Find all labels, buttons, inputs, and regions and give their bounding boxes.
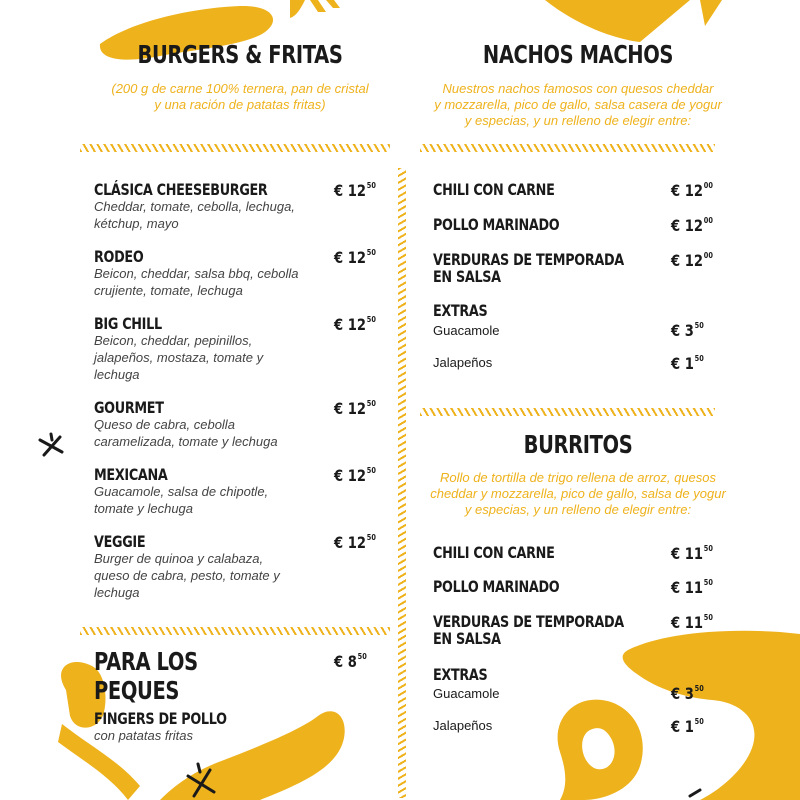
price-main: € 8 — [334, 652, 357, 671]
price-cents: 00 — [703, 251, 713, 260]
item-name-line-2: EN SALSA — [433, 629, 501, 648]
menu-item — [433, 251, 672, 285]
extras-heading: EXTRAS — [433, 301, 488, 320]
item-price — [334, 248, 376, 267]
price-main: € 12 — [671, 251, 703, 270]
item-price — [334, 181, 376, 200]
item-description: Queso de cabra, cebolla caramelizada, tomate y lechuga — [94, 417, 278, 449]
item-price — [671, 181, 713, 200]
price-main: € 3 — [671, 684, 694, 703]
item-description: con patatas fritas — [94, 728, 193, 743]
menu-item — [94, 248, 304, 299]
item-name: CHILI CON CARNE — [433, 543, 555, 562]
price-main: € 12 — [334, 315, 366, 334]
burritos-desc-line-3: y especias, y un relleno de elegir entre: — [464, 502, 692, 517]
burritos-desc-line-2: cheddar y mozzarella, pico de gallo, salsa de yogur — [430, 486, 726, 501]
nachos-desc-line-1: Nuestros nachos famosos con quesos cheddar — [442, 81, 714, 96]
price-main: € 1 — [671, 354, 694, 373]
menu-item — [94, 710, 314, 744]
divider-burritos — [420, 408, 715, 416]
price-cents: 50 — [694, 321, 704, 330]
menu-item — [433, 578, 591, 595]
price-main: € 3 — [671, 321, 694, 340]
nachos-title: NACHOS MACHOS — [482, 40, 674, 69]
item-name: POLLO MARINADO — [433, 577, 560, 596]
item-name: VEGGIE — [94, 532, 146, 551]
price-cents: 50 — [703, 544, 713, 553]
price-cents: 50 — [703, 578, 713, 587]
price-main: € 11 — [671, 578, 703, 597]
item-price — [334, 466, 376, 485]
item-name: BIG CHILL — [94, 314, 162, 333]
item-price — [671, 578, 713, 597]
price-main: € 12 — [334, 533, 366, 552]
item-price — [671, 216, 713, 235]
menu-item — [94, 315, 279, 383]
price-cents: 50 — [703, 613, 713, 622]
price-cents: 00 — [703, 216, 713, 225]
price-cents: 50 — [366, 466, 376, 475]
item-name-line-1: VERDURAS DE TEMPORADA — [433, 250, 624, 269]
divider-top-right — [420, 144, 715, 152]
price-main: € 11 — [671, 613, 703, 632]
price-cents: 50 — [694, 354, 704, 363]
item-name-line-2: EN SALSA — [433, 267, 501, 286]
burritos-desc-line-1: Rollo de tortilla de trigo rellena de arroz, quesos — [439, 470, 717, 485]
price-cents: 50 — [366, 181, 376, 190]
divider-peques — [80, 627, 390, 635]
burritos-description — [410, 470, 746, 518]
item-name: GOURMET — [94, 398, 164, 417]
price-main: € 12 — [334, 248, 366, 267]
item-name-line-1: VERDURAS DE TEMPORADA — [433, 612, 624, 631]
burgers-description — [80, 81, 400, 113]
nachos-description — [410, 81, 746, 129]
price-main: € 12 — [671, 181, 703, 200]
extras-heading: EXTRAS — [433, 665, 488, 684]
extra-price — [671, 354, 704, 373]
price-cents: 50 — [366, 533, 376, 542]
item-description: Guacamole, salsa de chipotle, tomate y lechuga — [94, 484, 269, 516]
item-price — [334, 533, 376, 552]
item-name: CLÁSICA CHEESEBURGER — [94, 180, 268, 199]
menu-item — [433, 216, 591, 233]
menu-item — [94, 533, 299, 601]
item-price — [334, 399, 376, 418]
item-description: Beicon, cheddar, pepinillos, jalapeños, mostaza, tomate y lechuga — [94, 333, 264, 382]
price-cents: 00 — [703, 181, 713, 190]
item-price — [671, 613, 713, 632]
item-description: Beicon, cheddar, salsa bbq, cebolla crujiente, tomate, lechuga — [94, 266, 299, 298]
extra-price — [671, 684, 704, 703]
menu-item — [433, 181, 585, 198]
divider-vertical — [398, 168, 406, 798]
item-name: POLLO MARINADO — [433, 215, 560, 234]
extra-label: Guacamole — [433, 323, 500, 338]
peques-price — [334, 652, 367, 671]
item-name: RODEO — [94, 247, 144, 266]
price-cents: 50 — [694, 684, 704, 693]
extra-label: Jalapeños — [433, 355, 493, 370]
price-main: € 11 — [671, 544, 703, 563]
burgers-desc-line-2: y una ración de patatas fritas) — [154, 97, 326, 112]
price-main: € 12 — [334, 181, 366, 200]
extra-price — [671, 717, 704, 736]
extra-label: Jalapeños — [433, 718, 493, 733]
item-price — [671, 544, 713, 563]
extra-price — [671, 321, 704, 340]
price-cents: 50 — [366, 248, 376, 257]
price-main: € 12 — [671, 216, 703, 235]
price-main: € 12 — [334, 466, 366, 485]
peques-title: PARA LOS PEQUES — [94, 647, 198, 705]
item-description: Burger de quinoa y calabaza, queso de cabra, pesto, tomate y lechuga — [94, 551, 280, 600]
price-cents: 50 — [694, 717, 704, 726]
item-price — [671, 251, 713, 270]
burritos-title: BURRITOS — [523, 430, 633, 459]
price-cents: 50 — [366, 315, 376, 324]
price-main: € 1 — [671, 717, 694, 736]
price-cents: 50 — [366, 399, 376, 408]
item-name: MEXICANA — [94, 465, 168, 484]
menu-item — [433, 544, 585, 561]
menu-item — [94, 181, 304, 232]
nachos-desc-line-3: y especias, y un relleno de elegir entre: — [464, 113, 692, 128]
item-name: CHILI CON CARNE — [433, 180, 555, 199]
nachos-desc-line-2: y mozzarella, pico de gallo, salsa casera de yogur — [434, 97, 722, 112]
menu-item — [94, 399, 294, 450]
extras-title — [433, 666, 501, 683]
price-cents: 50 — [357, 652, 367, 661]
item-price — [334, 315, 376, 334]
menu-item — [433, 613, 672, 647]
burgers-title: BURGERS & FRITAS — [137, 40, 343, 69]
menu-item — [94, 466, 309, 517]
item-name: FINGERS DE POLLO — [94, 709, 227, 728]
burgers-desc-line-1: (200 g de carne 100% ternera, pan de cristal — [111, 81, 369, 96]
divider-top-left — [80, 144, 390, 152]
price-main: € 12 — [334, 399, 366, 418]
item-description: Cheddar, tomate, cebolla, lechuga, kétchup, mayo — [94, 199, 295, 231]
extras-title — [433, 302, 501, 319]
extra-label: Guacamole — [433, 686, 500, 701]
